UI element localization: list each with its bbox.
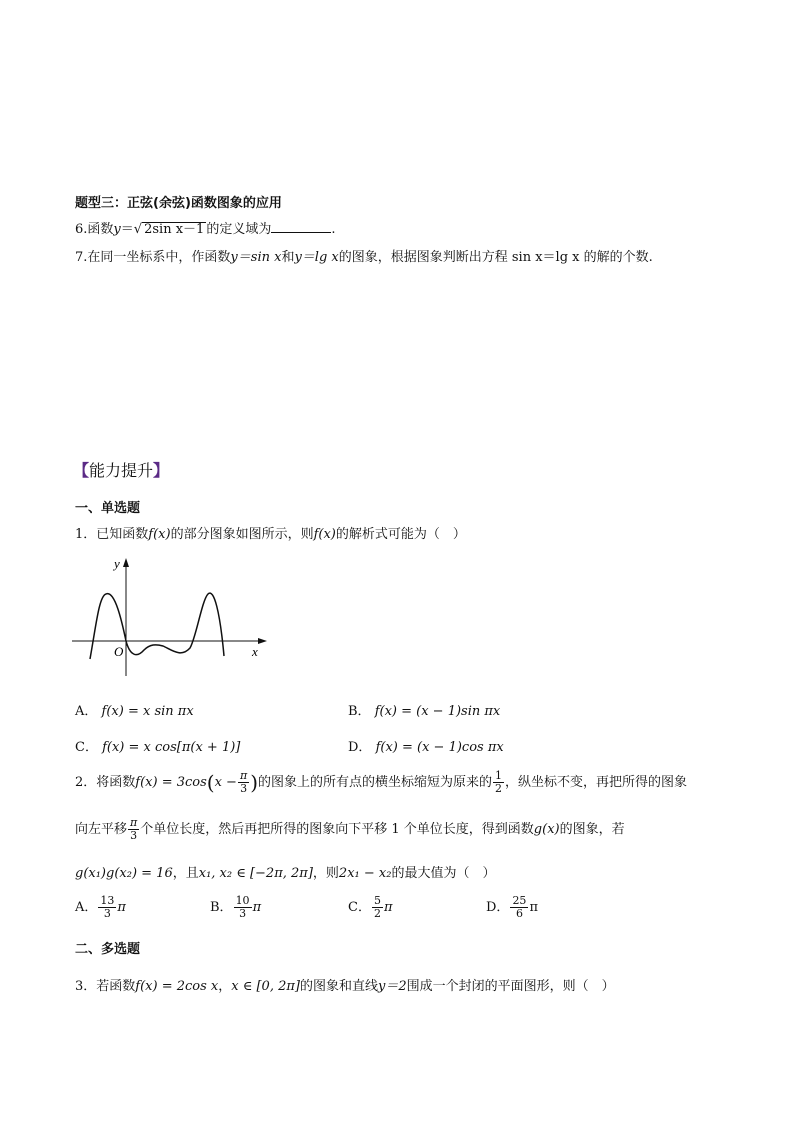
q1-option-b-label: B． [348, 704, 371, 719]
q2-gx: g(x) [533, 822, 560, 837]
q6-eq: ＝ [120, 222, 134, 237]
q3-d: 围成一个封闭的平面图形，则（ ） [406, 979, 615, 994]
ability-section-title [73, 458, 169, 481]
question-6: 6.函数y＝√ 2sin x－1 的定义域为 . [75, 222, 336, 237]
q6-func: y [113, 222, 121, 237]
q3-c: 的图象和直线 [299, 979, 378, 994]
q1-function-graph [70, 552, 275, 680]
q2-option-a-label: A． [75, 900, 98, 915]
q2-pi-over-3-shift: $\frac{\pi}{3}$ [130, 816, 138, 842]
q6-number: 6. [75, 222, 88, 237]
question-3 [75, 975, 615, 994]
q1-fx-1: f(x) [148, 527, 171, 542]
q6-end: . [331, 222, 336, 237]
q2-domain: x₁, x₂ ∈ [−2π, 2π] [198, 866, 313, 881]
bracket-right: 】 [153, 461, 170, 480]
q2-option-c-frac: $\frac{5}{2}$ [373, 894, 381, 920]
q2-option-d-pi: π [529, 900, 538, 915]
q1-option-d-expr: f(x) = (x − 1)cos πx [375, 740, 504, 755]
q2-func: f(x) = 3cos [135, 775, 207, 790]
origin-label: O [114, 644, 124, 659]
q1-option-a-expr: f(x) = x sin πx [101, 704, 194, 719]
y-axis-label: y [114, 556, 120, 571]
part2-heading: 二、多选题 [75, 942, 141, 957]
q2-option-b-frac: $\frac{10}{3}$ [235, 894, 250, 920]
q2-line2-b: 个单位长度，然后再把所得的图象向下平移 1 个单位长度，得到函数 [140, 822, 534, 837]
q2-option-a-pi: π [117, 900, 126, 915]
q2-pi-over-3: $\frac{\pi}{3}$ [239, 769, 248, 795]
q2-option-a[interactable] [75, 895, 126, 920]
q3-b: ， [218, 979, 232, 994]
q3-line: y＝2 [378, 979, 407, 994]
question-2-line-1: 2．将函数f(x) = 3cos(x − $\frac{\pi}{3}$ )的图象上的所有点的横坐标缩短为原来的 $\frac{1}{2}$ ，纵坐标不变，再把所得的图象 [75, 769, 688, 795]
question-2-line-3 [75, 862, 495, 881]
q2-line1-a: 2．将函数 [75, 775, 136, 790]
q2-option-d-label: D． [486, 900, 510, 915]
q2-line1-b: 的图象上的所有点的横坐标缩短为原来的 [258, 775, 493, 790]
q2-option-c-pi: π [383, 900, 393, 915]
q2-line2-c: 的图象，若 [559, 822, 625, 837]
q6-text-b: 的定义域为 [206, 222, 272, 237]
ability-title: 能力提升 [89, 461, 154, 480]
q1-option-b-expr: f(x) = (x − 1)sin πx [374, 704, 501, 719]
y-axis-arrow-icon [123, 558, 129, 567]
q7-f1: y＝sin x [230, 250, 282, 265]
q1-stem-c: 的解析式可能为（ ） [335, 527, 466, 542]
x-axis-arrow-icon [258, 638, 267, 644]
q1-option-d[interactable] [348, 736, 504, 755]
bracket-left: 【 [73, 461, 90, 480]
q2-option-b-pi: π [252, 900, 262, 915]
q1-option-a[interactable] [75, 700, 194, 719]
q6-text-a: 函数 [87, 222, 114, 237]
question-1 [75, 523, 466, 542]
q1-option-a-label: A． [75, 704, 98, 719]
question-2-line-2 [75, 817, 625, 842]
q2-target: 2x₁ − x₂ [338, 866, 392, 881]
q7-text: 在同一坐标系中，作函数 [87, 250, 231, 265]
q1-option-c-expr: f(x) = x cos[π(x + 1)] [102, 740, 241, 755]
q2-option-b[interactable] [210, 895, 261, 920]
q7-f2: y＝lg x [294, 250, 339, 265]
section-heading-type3: 题型三：正弦(余弦)函数图象的应用 [75, 196, 282, 211]
q7-text2: 的图象，根据图象判断出方程 sin x＝lg x 的解的个数. [338, 250, 653, 265]
q1-stem-a: 1．已知函数 [75, 527, 149, 542]
q2-option-c[interactable] [348, 895, 393, 920]
q2-inner: x − [214, 775, 237, 790]
q7-number: 7. [75, 250, 88, 265]
q6-sqrt: 2sin x－1 [144, 222, 205, 237]
q2-product: g(x₁)g(x₂) = 16 [75, 866, 173, 881]
q3-func: f(x) = 2cos x [135, 979, 219, 994]
part1-heading: 一、单选题 [75, 501, 141, 516]
q2-line2-a: 向左平移 [75, 822, 128, 837]
q1-option-b[interactable] [348, 700, 500, 719]
q3-domain: x ∈ [0, 2π] [231, 979, 300, 994]
q2-option-d-frac: $\frac{25}{6}$ [512, 894, 527, 920]
q1-fx-2: f(x) [313, 527, 336, 542]
q2-line3-f: 的最大值为（ ） [391, 866, 496, 881]
q1-option-d-label: D． [348, 740, 372, 755]
q2-option-d[interactable] [486, 895, 538, 920]
q2-line3-d: ，则 [312, 866, 339, 881]
q2-line3-b: ，且 [172, 866, 199, 881]
q2-line1-c: ，纵坐标不变，再把所得的图象 [505, 775, 688, 790]
q1-option-c[interactable] [75, 736, 240, 755]
q2-option-c-label: C． [348, 900, 371, 915]
function-curve [90, 593, 224, 659]
q1-stem-b: 的部分图象如图所示，则 [170, 527, 314, 542]
q6-answer-blank[interactable] [271, 221, 331, 233]
q2-option-b-label: B． [210, 900, 233, 915]
q1-option-c-label: C． [75, 740, 98, 755]
q7-and: 和 [281, 250, 295, 265]
q2-option-a-frac: $\frac{13}{3}$ [100, 894, 115, 920]
question-7 [75, 246, 653, 265]
x-axis-label: x [252, 644, 258, 659]
q3-a: 3．若函数 [75, 979, 136, 994]
q2-one-half: $\frac{1}{2}$ [495, 769, 503, 795]
